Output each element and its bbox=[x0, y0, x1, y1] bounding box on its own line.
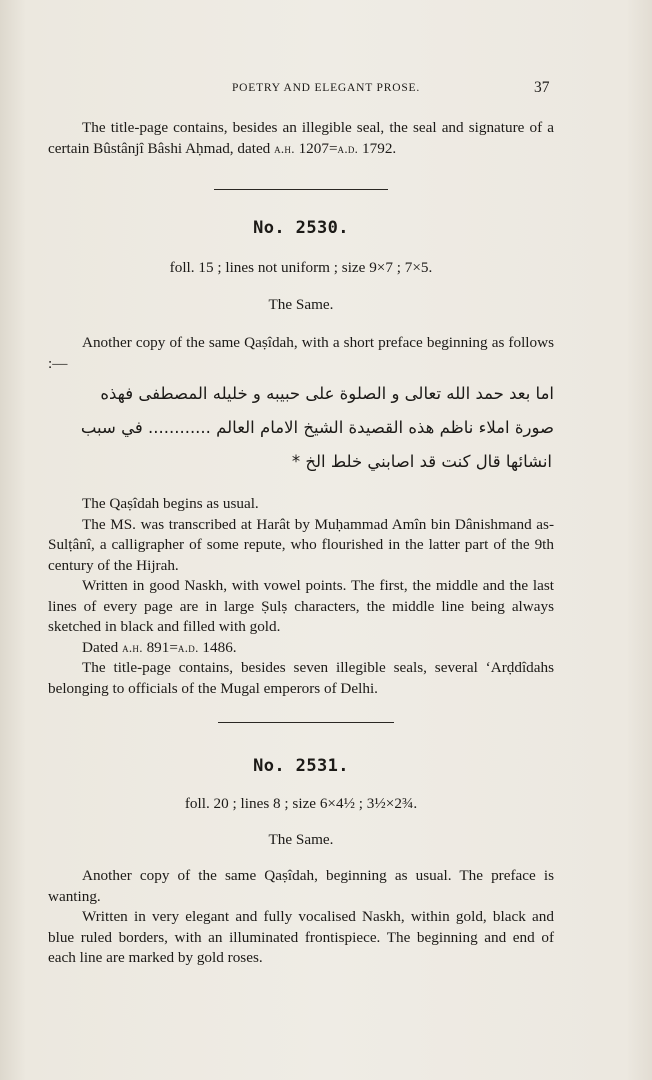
arabic-line-3: انشائها قال كنت قد اصابني خلط الخ * bbox=[291, 452, 552, 471]
para-written: Written in good Naskh, with vowel points. The first, the middle and the last lines of every page are in large Ṣulṣ characters, the middle line being always sketched in black and filled with gold. bbox=[48, 577, 554, 635]
para-ms: The MS. was transcribed at Harât by Muḥammad Amîn bin Dânishmand as-Sulṭânî, a calligrapher of some repute, who flourished in the latter part of the 9th century of the Hijrah. bbox=[48, 515, 554, 574]
section-divider bbox=[214, 189, 388, 190]
para-begins: The Qaṣîdah begins as usual. bbox=[82, 495, 259, 512]
intro-text-a: The title-page contains, besides an illegible seal, the seal and signature of a certain Bûstânjî Bâshi Aḥmad, dated bbox=[48, 119, 554, 157]
body-2530 bbox=[48, 494, 554, 699]
intro-paragraph bbox=[48, 118, 554, 159]
dated-ah: a.h. bbox=[122, 639, 143, 655]
intro-text-b: 1207= bbox=[294, 139, 338, 157]
title-2530: The Same. bbox=[268, 296, 334, 313]
dated-b: 891= bbox=[142, 638, 178, 656]
description-2530 bbox=[48, 333, 554, 374]
desc-2530-text: Another copy of the same Qaṣîdah, with a short preface beginning as follows :— bbox=[48, 334, 554, 372]
arabic-line-1: اما بعد حمد الله تعالى و الصلوة على حبيبه و خليله المصطفى فهذه bbox=[100, 384, 554, 403]
intro-text bbox=[48, 118, 554, 159]
entry-number-2531: No. 2531. bbox=[253, 756, 349, 776]
para-dated bbox=[48, 638, 554, 659]
intro-ad: a.d. bbox=[337, 140, 359, 156]
collation-2530: foll. 15 ; lines not uniform ; size 9×7 ; 7×5. bbox=[169, 259, 433, 276]
desc-2531-text: Another copy of the same Qaṣîdah, beginning as usual. The preface is wanting. bbox=[48, 867, 554, 905]
section-divider-2 bbox=[218, 722, 394, 723]
dated-a: Dated bbox=[82, 638, 123, 656]
entry-number-2530: No. 2530. bbox=[253, 218, 349, 238]
body-2531 bbox=[48, 866, 554, 969]
page-number: 37 bbox=[534, 79, 550, 96]
para-2531-written: Written in very elegant and fully vocalised Naskh, within gold, black and blue ruled borders, with an illuminated frontispiece. The beginning and end of each line are marked by gold roses. bbox=[48, 908, 554, 966]
running-header: POETRY AND ELEGANT PROSE. bbox=[231, 82, 421, 94]
dated-c: 1486. bbox=[198, 638, 237, 656]
intro-ah: a.h. bbox=[274, 140, 295, 156]
intro-text-c: 1792. bbox=[358, 139, 397, 157]
arabic-preface bbox=[48, 377, 554, 479]
collation-2531: foll. 20 ; lines 8 ; size 6×4½ ; 3½×2¾. bbox=[184, 795, 418, 812]
dated-ad: a.d. bbox=[177, 639, 199, 655]
arabic-line-2: صورة املاء ناظم هذه القصيدة الشيخ الامام العالم ............ في سبب bbox=[80, 418, 554, 437]
para-title-page: The title-page contains, besides seven illegible seals, several ‘Arḍdîdahs belonging to officials of the Mugal emperors of Delhi. bbox=[48, 659, 554, 697]
title-2531: The Same. bbox=[268, 831, 334, 848]
